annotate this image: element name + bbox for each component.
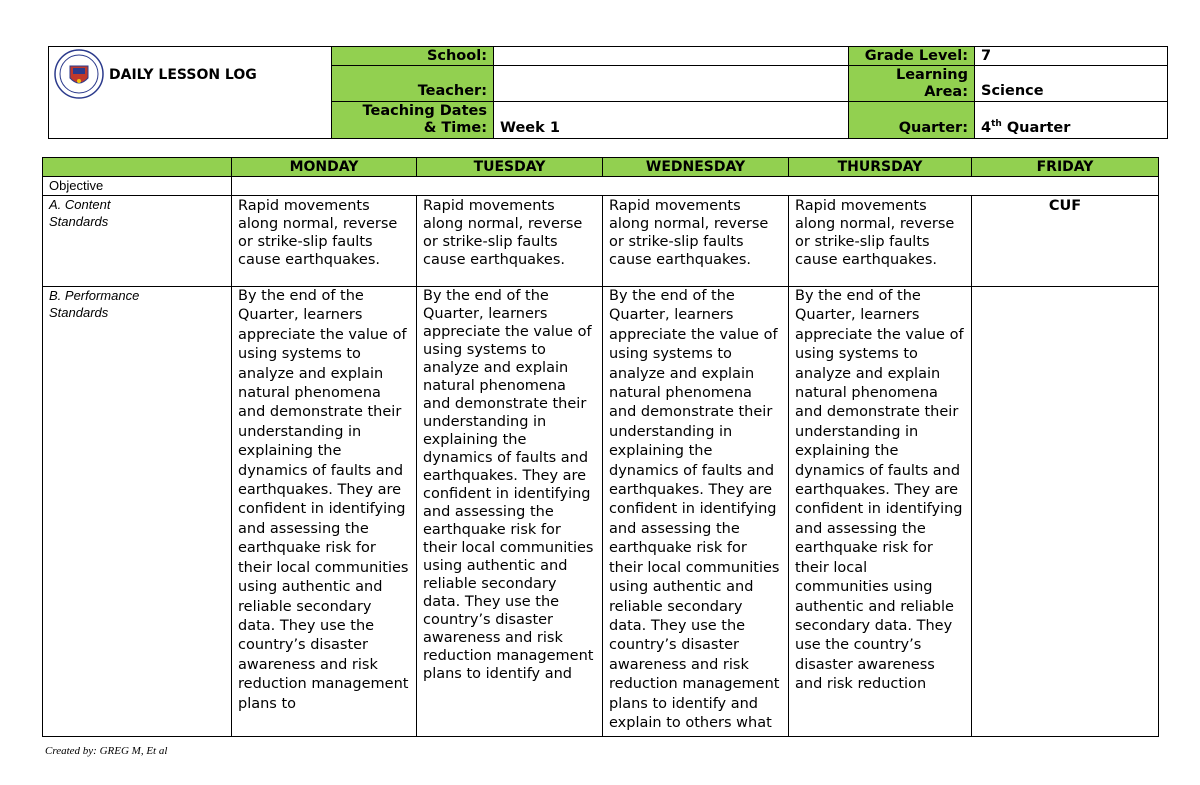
school-label: School: <box>426 48 487 64</box>
area-label-line1: Learning <box>895 67 968 83</box>
dates-label-line1: Teaching Dates <box>362 103 487 119</box>
lesson-log-table <box>42 157 1159 737</box>
performance-standards-label: B. Performance Standards <box>43 287 232 737</box>
day-header-thursday: THURSDAY <box>789 158 972 177</box>
quarter-ordinal: th <box>991 119 1002 130</box>
teacher-value-cell <box>493 65 849 102</box>
content-tuesday: Rapid movements along normal, reverse or strike-slip faults cause earthquakes. <box>417 196 603 287</box>
objective-row <box>43 177 1159 196</box>
teacher-label: Teacher: <box>417 83 487 99</box>
content-standards-row <box>43 196 1159 287</box>
corner-cell <box>43 158 232 177</box>
day-header-row <box>43 158 1159 177</box>
grade-label: Grade Level: <box>864 48 968 64</box>
area-label-line2: Area: <box>924 84 968 100</box>
quarter-label-cell <box>848 101 975 139</box>
objective-value <box>232 177 1159 196</box>
day-header-tuesday: TUESDAY <box>417 158 603 177</box>
dates-value: Week 1 <box>500 120 560 136</box>
performance-friday <box>972 287 1159 737</box>
day-header-monday: MONDAY <box>232 158 417 177</box>
dates-value-cell <box>493 101 849 139</box>
content-standards-label: A. Content Standards <box>43 196 232 287</box>
quarter-value <box>975 116 1070 137</box>
performance-wednesday: By the end of the Quarter, learners appreciate the value of using systems to analyze and explain natural phenomena and demonstrate their understanding in explaining the dynamics of faults and earthquakes. They are confident in identifying and assessing the earthquake risk for their local communities using authentic and reliable secondary data. They use the country’s disaster awareness and risk reduction management plans to identify and explain to others what <box>603 287 789 737</box>
grade-value: 7 <box>981 48 992 64</box>
area-value-cell <box>974 65 1168 102</box>
grade-value-cell <box>974 46 1168 66</box>
quarter-word: Quarter <box>1001 120 1071 136</box>
content-friday: CUF <box>972 196 1159 287</box>
deped-seal-icon <box>53 48 105 100</box>
dates-label-cell <box>331 101 494 139</box>
dates-label-line2: & Time: <box>423 120 487 136</box>
school-label-cell <box>331 46 494 66</box>
area-value: Science <box>981 83 1044 99</box>
grade-label-cell <box>848 46 975 66</box>
header-logo-box <box>48 46 332 139</box>
quarter-number: 4 <box>981 120 992 136</box>
teacher-label-cell <box>331 65 494 102</box>
quarter-label: Quarter: <box>898 120 968 136</box>
performance-tuesday: By the end of the Quarter, learners appreciate the value of using systems to analyze and explain natural phenomena and demonstrate their understanding in explaining the dynamics of faults and earthquakes. They are confident in identifying and assessing the earthquake risk for their local communities using authentic and reliable secondary data. They use the country’s disaster awareness and risk reduction management plans to identify and <box>417 287 603 737</box>
performance-thursday: By the end of the Quarter, learners appreciate the value of using systems to analyze and explain natural phenomena and demonstrate their understanding in explaining the dynamics of faults and earthquakes. They are confident in identifying and assessing the earthquake risk for their local communities using authentic and reliable secondary data. They use the country’s disaster awareness and risk reduction <box>789 287 972 737</box>
area-label-cell <box>848 65 975 102</box>
content-wednesday: Rapid movements along normal, reverse or strike-slip faults cause earthquakes. <box>603 196 789 287</box>
footer-credit: Created by: GREG M, Et al <box>45 745 168 757</box>
school-value-cell <box>493 46 849 66</box>
day-header-wednesday: WEDNESDAY <box>603 158 789 177</box>
document-title: DAILY LESSON LOG <box>109 67 257 83</box>
content-monday: Rapid movements along normal, reverse or strike-slip faults cause earthquakes. <box>232 196 417 287</box>
quarter-value-cell <box>974 101 1168 139</box>
objective-label: Objective <box>43 177 232 196</box>
performance-standards-row <box>43 287 1159 737</box>
content-thursday: Rapid movements along normal, reverse or strike-slip faults cause earthquakes. <box>789 196 972 287</box>
day-header-friday: FRIDAY <box>972 158 1159 177</box>
performance-monday: By the end of the Quarter, learners appreciate the value of using systems to analyze and explain natural phenomena and demonstrate their understanding in explaining the dynamics of faults and earthquakes. They are confident in identifying and assessing the earthquake risk for their local communities using authentic and reliable secondary data. They use the country’s disaster awareness and risk reduction management plans to <box>232 287 417 737</box>
